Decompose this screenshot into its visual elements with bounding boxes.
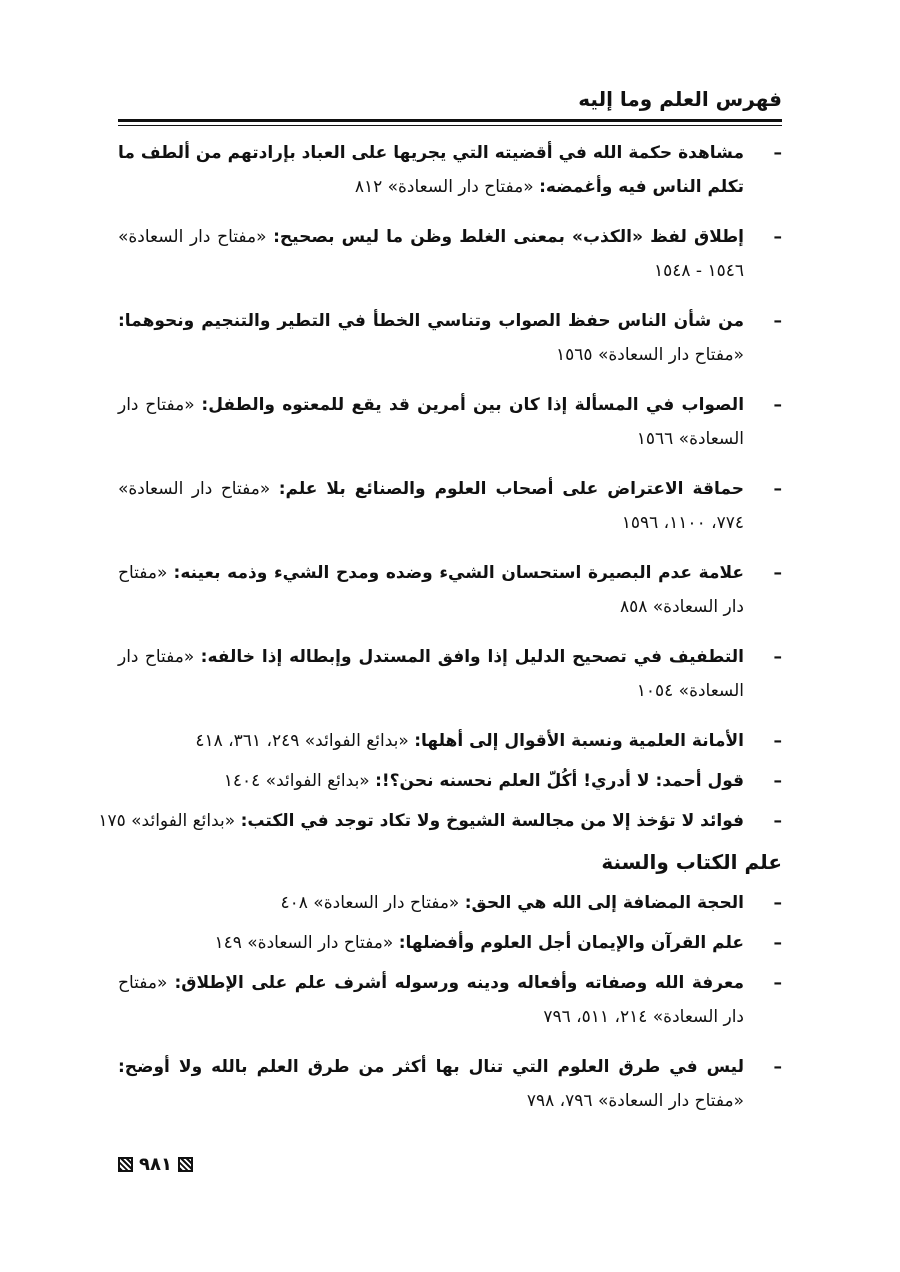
index-entry xyxy=(118,640,782,708)
entry-source: «مفتاح دار السعادة» ١٤٩ xyxy=(214,933,394,953)
index-entry xyxy=(118,472,782,540)
entry-dash: – xyxy=(773,311,782,331)
entry-dash: – xyxy=(773,771,782,791)
header-rule-thin xyxy=(118,125,782,126)
entry-source: «بدائع الفوائد» ٢٤٩، ٣٦١، ٤١٨ xyxy=(195,731,409,751)
index-entry xyxy=(118,136,782,204)
index-entry xyxy=(118,926,782,960)
entry-source: «مفتاح دار السعادة» ٢١٤، ٥١١، ٧٩٦ xyxy=(118,973,744,1027)
entry-source: «مفتاح دار السعادة» ١٥٦٥ xyxy=(556,345,744,365)
entry-topic: معرفة الله وصفاته وأفعاله ودينه ورسوله أشرف علم على الإطلاق: xyxy=(174,973,744,993)
entry-source: «بدائع الفوائد» ١٤٠٤ xyxy=(223,771,370,791)
entry-topic: الصواب في المسألة إذا كان بين أمرين قد يقع للمعتوه والطفل: xyxy=(201,395,745,415)
entry-topic: علامة عدم البصيرة استحسان الشيء وضده ومدح الشيء وذمه بعينه: xyxy=(173,563,744,583)
entry-dash: – xyxy=(773,563,782,583)
entry-dash: – xyxy=(773,143,782,163)
index-entry xyxy=(118,886,782,920)
entry-topic: حماقة الاعتراض على أصحاب العلوم والصنائع بلا علم: xyxy=(278,479,744,499)
entry-topic: فوائد لا تؤخذ إلا من مجالسة الشيوخ ولا تكاد توجد في الكتب: xyxy=(240,811,744,831)
entry-topic: التطفيف في تصحيح الدليل إذا وافق المستدل وإبطاله إذا خالفه: xyxy=(200,647,744,667)
entry-topic: مشاهدة حكمة الله في أقضيته التي يجريها على العباد بإرادتهم من ألطف ما تكلم الناس فيه وأغمضه: xyxy=(118,143,744,197)
entry-dash: – xyxy=(773,933,782,953)
index-entry xyxy=(118,1050,782,1118)
entry-dash: – xyxy=(773,647,782,667)
section-heading: علم الكتاب والسنة xyxy=(601,850,782,874)
entry-topic: علم القرآن والإيمان أجل العلوم وأفضلها: xyxy=(398,933,744,953)
entry-topic: من شأن الناس حفظ الصواب وتناسي الخطأ في التطير والتنجيم ونحوهما: xyxy=(118,311,744,331)
index-entry xyxy=(118,724,782,758)
index-entry xyxy=(118,764,782,798)
entry-dash: – xyxy=(773,1057,782,1077)
index-entry xyxy=(118,220,782,288)
page-number-block xyxy=(118,1154,193,1175)
entry-dash: – xyxy=(773,973,782,993)
entry-topic: ليس في طرق العلوم التي تنال بها أكثر من طرق العلم بالله ولا أوضح: xyxy=(118,1057,744,1077)
entry-source: «مفتاح دار السعادة» ٧٩٦، ٧٩٨ xyxy=(526,1091,744,1111)
entry-topic: الحجة المضافة إلى الله هي الحق: xyxy=(464,893,744,913)
entry-dash: – xyxy=(773,893,782,913)
index-entry xyxy=(118,966,782,1034)
page-number: ٩٨١ xyxy=(139,1154,172,1175)
entry-source: «مفتاح دار السعادة» ٤٠٨ xyxy=(280,893,460,913)
entry-dash: – xyxy=(773,479,782,499)
index-entry xyxy=(98,804,782,838)
entry-topic: إطلاق لفظ «الكذب» بمعنى الغلط وظن ما ليس بصحيح: xyxy=(273,227,745,247)
entry-dash: – xyxy=(773,731,782,751)
entry-dash: – xyxy=(773,395,782,415)
entry-source: «مفتاح دار السعادة» ١٠٥٤ xyxy=(118,647,744,701)
entry-source: «مفتاح دار السعادة» ١٥٦٦ xyxy=(118,395,744,449)
entry-topic: قول أحمد: لا أدري! أكُلّ العلم نحسنه نحن؟!: xyxy=(375,771,744,791)
index-entry xyxy=(118,304,782,372)
index-entries xyxy=(98,136,782,1134)
ornament-icon xyxy=(178,1157,193,1172)
entry-dash: – xyxy=(773,811,782,831)
entry-source: «مفتاح دار السعادة» ٧٧٤، ١١٠٠، ١٥٩٦ xyxy=(118,479,744,533)
index-entry xyxy=(118,388,782,456)
running-header: فهرس العلم وما إليه xyxy=(578,87,782,111)
entry-source: «مفتاح دار السعادة» ٨٥٨ xyxy=(118,563,744,617)
index-entry xyxy=(118,556,782,624)
entry-topic: الأمانة العلمية ونسبة الأقوال إلى أهلها: xyxy=(414,731,744,751)
entry-dash: – xyxy=(773,227,782,247)
header-rule-thick xyxy=(118,119,782,122)
entry-source: «مفتاح دار السعادة» ٨١٢ xyxy=(354,177,534,197)
entry-source: «مفتاح دار السعادة» ١٥٤٦ - ١٥٤٨ xyxy=(118,227,744,281)
ornament-icon xyxy=(118,1157,133,1172)
entry-source: «بدائع الفوائد» ١٧٥ xyxy=(98,811,236,831)
